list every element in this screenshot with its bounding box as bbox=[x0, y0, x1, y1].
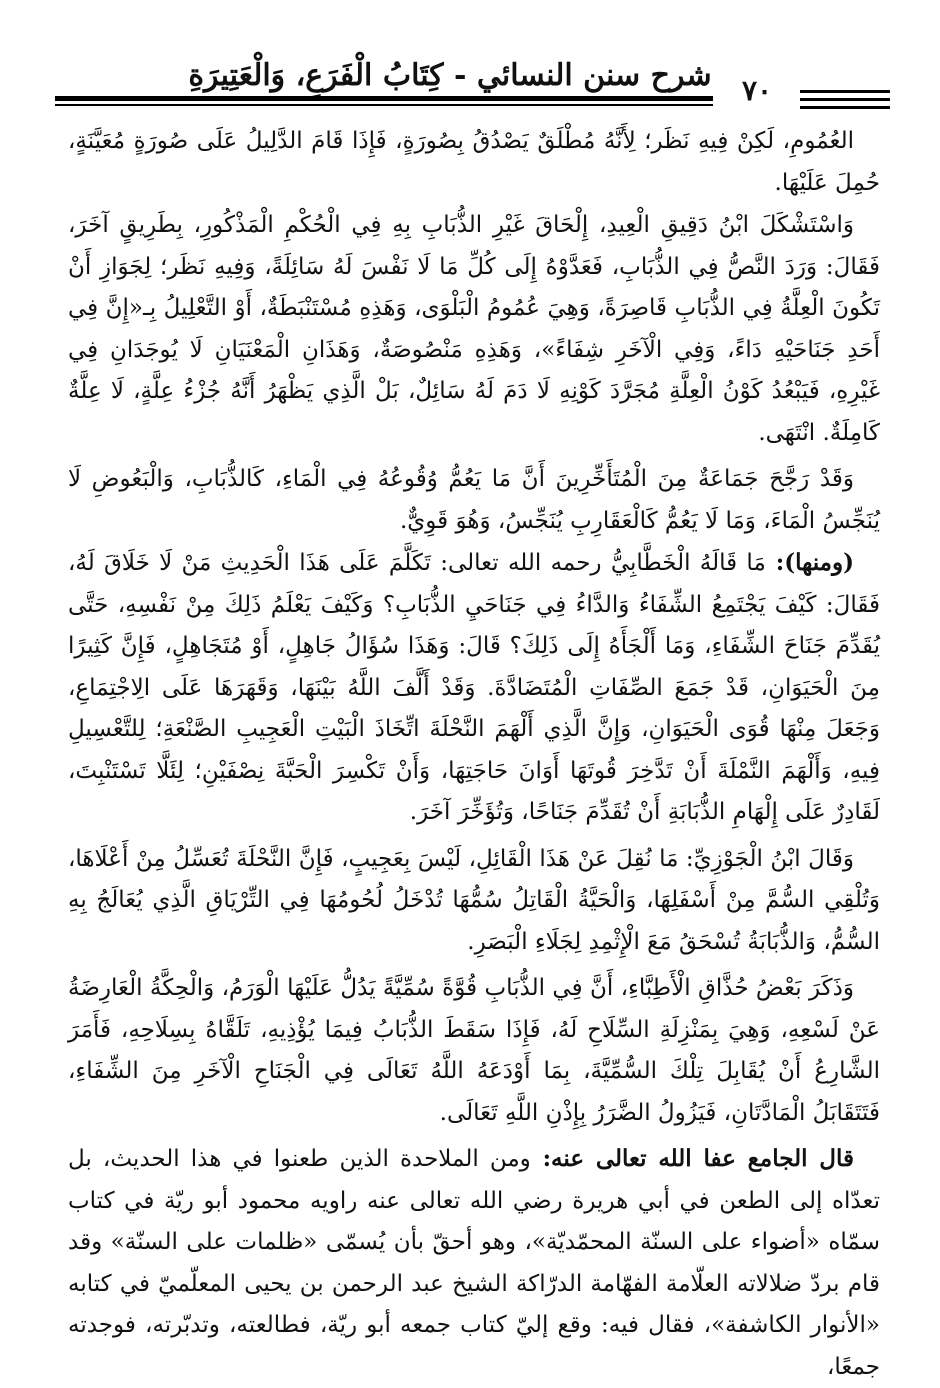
page-header bbox=[0, 50, 940, 110]
paragraph: وَقَدْ رَجَّحَ جَمَاعَةٌ مِنَ الْمُتَأَخِّرِينَ أَنَّ مَا يَعُمُّ وُقُوعُهُ فِي الْمَاءِ، كَالذُّبَابِ، وَالْبَعُوضِ لَا يُنَجِّسُ الْمَاءَ، وَمَا لَا يَعُمُّ كَالْعَقَارِبِ يُنَجِّسُ، وَهُوَ قَوِيٌّ. bbox=[68, 466, 880, 534]
header-rule bbox=[55, 96, 713, 101]
header-rule-thin bbox=[55, 104, 713, 106]
page-number: ٧٠ bbox=[742, 74, 773, 107]
header-side-rule bbox=[800, 90, 890, 93]
paragraph: (ومنها): مَا قَالَهُ الْخَطَّابِيُّ رحمه الله تعالى: تَكَلَّمَ عَلَى هَذَا الْحَدِيثِ مَنْ لَا خَلَاقَ لَهُ، فَقَالَ: كَيْفَ يَجْتَمِعُ الشِّفَاءُ وَالدَّاءُ فِي جَنَاحَيِ الذُّبَابِ؟ وَكَيْفَ يَعْلَمُ ذَلِكَ مِنْ نَفْسِهِ، حَتَّى يُقَدِّمَ جَنَاحَ الشِّفَاءِ، وَمَا أَلْجَأَهُ إِلَى ذَلِكَ؟ قَالَ: وَهَذَا سُؤَالُ جَاهِلٍ، أَوْ مُتَجَاهِلٍ، فَإِنَّ كَثِيرًا مِنَ الْحَيَوَانِ، قَدْ جَمَعَ الصِّفَاتِ الْمُتَضَادَّةَ. وَقَدْ أَلَّفَ اللَّهُ بَيْنَهَا، وَقَهَرَهَا عَلَى الِاجْتِمَاعِ، وَجَعَلَ مِنْهَا قُوَى الْحَيَوَانِ، وَإِنَّ الَّذِي أَلْهَمَ النَّحْلَةَ اتِّخَاذَ الْبَيْتِ الْعَجِيبِ الصَّنْعَةِ؛ لِلتَّعْسِيلِ فِيهِ، وَأَلْهَمَ النَّمْلَةَ أَنْ تَدَّخِرَ قُوتَهَا أَوَانَ حَاجَتِهَا، وَأَنْ تَكْسِرَ الْحَبَّةَ نِصْفَيْنِ؛ لِئَلَّا تَسْتَنْبِتَ، لَقَادِرٌ عَلَى إِلْهَامِ الذُّبَابَةِ أَنْ تُقَدِّمَ جَنَاحًا، وَتُؤَخِّرَ آخَرَ. bbox=[68, 549, 880, 825]
paragraph: وَقَالَ ابْنُ الْجَوْزِيِّ: مَا نُقِلَ عَنْ هَذَا الْقَائِلِ، لَيْسَ بِعَجِيبٍ، فَإِنَّ النَّحْلَةَ تُعَسِّلُ مِنْ أَعْلَاهَا، وَتُلْقِي السُّمَّ مِنْ أَسْفَلِهَا، وَالْحَيَّةُ الْقَاتِلُ سُمُّهَا تُدْخَلُ لُحُومُهَا فِي التِّرْيَاقِ الَّذِي يُعَالَجُ بِهِ السُّمُّ، وَالذُّبَابَةُ تُسْحَقُ مَعَ الْإِثْمِدِ لِجَلَاءِ الْبَصَرِ. bbox=[68, 845, 880, 955]
paragraph: قال الجامع عفا الله تعالى عنه: ومن الملاحدة الذين طعنوا في هذا الحديث، بل تعدّاه إلى الطعن في أبي هريرة رضي الله تعالى عنه راويه محمود أبو ريّة في كتاب سمّاه «أضواء على السنّة المحمّديّة»، وهو أحقّ بأن يُسمّى «ظلمات على السنّة» وقد قام بردّ ضلالاته العلّامة الفهّامة الدرّاكة الشيخ عبد الرحمن بن يحيى المعلّميّ في كتابه «الأنوار الكاشفة»، فقال فيه: وقع إليّ كتاب جمعه أبو ريّة، فطالعته، وتدبّرته، فوجدته جمعًا، bbox=[68, 1145, 880, 1380]
header-side-rule bbox=[800, 106, 890, 109]
paragraph: العُمُومِ، لَكِنْ فِيهِ نَظَر؛ لِأَنَّهُ مُطْلَقٌ يَصْدُقُ بِصُورَةٍ، فَإِذَا قَامَ الدَّلِيلُ عَلَى صُورَةٍ مُعَيَّنَةٍ، حُمِلَ عَلَيْهَا. bbox=[68, 128, 880, 196]
running-title: شرح سنن النسائي - كِتَابُ الْفَرَعِ، وَالْعَتِيرَةِ bbox=[188, 58, 712, 93]
header-side-rule bbox=[800, 98, 890, 101]
paragraph: وَاسْتَشْكَلَ ابْنُ دَقِيقِ الْعِيدِ، إِلْحَاقَ غَيْرِ الذُّبَابِ بِهِ فِي الْحُكْمِ الْمَذْكُورِ، بِطَرِيقٍ آخَرَ، فَقَالَ: وَرَدَ النَّصُّ فِي الذُّبَابِ، فَعَدَّوْهُ إِلَى كُلِّ مَا لَا نَفْسَ لَهُ سَائِلَةً، وَفِيهِ نَظَر؛ لِجَوَازِ أَنْ تَكُونَ الْعِلَّةُ فِي الذُّبَابِ قَاصِرَةً، وَهِيَ عُمُومُ الْبَلْوَى، وَهَذِهِ مُسْتَنْبَطَةٌ، أَوْ التَّعْلِيلُ بِـ«إِنَّ فِي أَحَدِ جَنَاحَيْهِ دَاءً، وَفِي الْآخَرِ شِفَاءً»، وَهَذِهِ مَنْصُوصَةٌ، وَهَذَانِ الْمَعْنَيَانِ لَا يُوجَدَانِ فِي غَيْرِهِ، فَيَبْعُدُ كَوْنُ الْعِلَّةِ مُجَرَّدَ كَوْنِهِ لَا دَمَ لَهُ سَائِلٌ، بَلْ الَّذِي يَظْهَرُ أَنَّهُ جُزْءُ عِلَّةٍ، لَا عِلَّةٌ كَامِلَةٌ. انْتَهَى. bbox=[68, 212, 880, 446]
page-body bbox=[68, 120, 880, 1388]
paragraph-lead: (ومنها): bbox=[765, 549, 854, 576]
paragraph-lead: قال الجامع عفا الله تعالى عنه: bbox=[530, 1145, 855, 1172]
paragraph: وَذَكَرَ بَعْضُ حُذَّاقِ الْأَطِبَّاءِ، أَنَّ فِي الذُّبَابِ قُوَّةً سُمِّيَّةً يَدُلُّ عَلَيْهَا الْوَرَمُ، وَالْحِكَّةُ الْعَارِضَةُ عَنْ لَسْعِهِ، وَهِيَ بِمَنْزِلَةِ السِّلَاحِ لَهُ، فَإِذَا سَقَطَ الذُّبَابُ فِيمَا يُؤْذِيهِ، تَلَقَّاهُ بِسِلَاحِهِ، فَأَمَرَ الشَّارِعُ أَنْ يُقَابِلَ تِلْكَ السُّمِّيَّةَ، بِمَا أَوْدَعَهُ اللَّهُ تَعَالَى فِي الْجَنَاحِ الْآخَرِ مِنَ الشِّفَاءِ، فَتَتَقَابَلُ الْمَادَّتَانِ، فَيَزُولُ الضَّرَرُ بِإِذْنِ اللَّهِ تَعَالَى. bbox=[68, 975, 880, 1126]
